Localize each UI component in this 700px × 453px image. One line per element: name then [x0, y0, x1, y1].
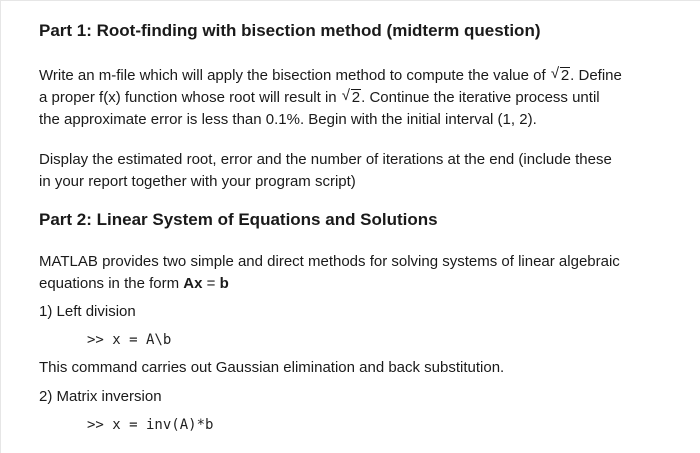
sqrt-radicand: 2	[351, 89, 361, 106]
vector-b: b	[219, 275, 229, 292]
part2-heading: Part 2: Linear System of Equations and Solutions	[39, 210, 438, 229]
item1-description: This command carries out Gaussian elimination and back substitution.	[39, 359, 505, 376]
part1-display-line-1: Display the estimated root, error and the number of iterations at the end (include these	[39, 151, 612, 168]
part1-heading: Part 1: Root-finding with bisection method (midterm question)	[39, 21, 541, 40]
text-segment: . Continue the iterative process until	[361, 89, 600, 106]
sqrt-symbol: √ 2	[550, 65, 570, 84]
sqrt-symbol: √ 2	[341, 87, 361, 106]
text-segment: =	[202, 275, 220, 292]
part1-paragraph-line-1	[39, 65, 622, 87]
sqrt-radicand: 2	[560, 67, 570, 84]
text-segment: . Define	[570, 67, 622, 84]
item1-label: 1) Left division	[39, 303, 136, 320]
text-segment: equations in the form	[39, 275, 184, 292]
item1-code: >> x = A\b	[87, 332, 172, 348]
part1-paragraph-line-2	[39, 87, 600, 109]
part2-intro-line-1: MATLAB provides two simple and direct methods for solving systems of linear algebraic	[39, 253, 620, 270]
part2-intro-line-2	[39, 273, 229, 295]
item2-label: 2) Matrix inversion	[39, 388, 162, 405]
text-segment: a proper f(x) function whose root will result in	[39, 89, 341, 106]
text-segment: Write an m-file which will apply the bisection method to compute the value of	[39, 67, 550, 84]
matrix-ax: Ax	[183, 275, 203, 292]
part1-display-line-2: in your report together with your program script)	[39, 173, 356, 190]
part1-paragraph-line-3: the approximate error is less than 0.1%. Begin with the initial interval (1, 2).	[39, 111, 537, 128]
item2-code: >> x = inv(A)*b	[87, 417, 214, 433]
